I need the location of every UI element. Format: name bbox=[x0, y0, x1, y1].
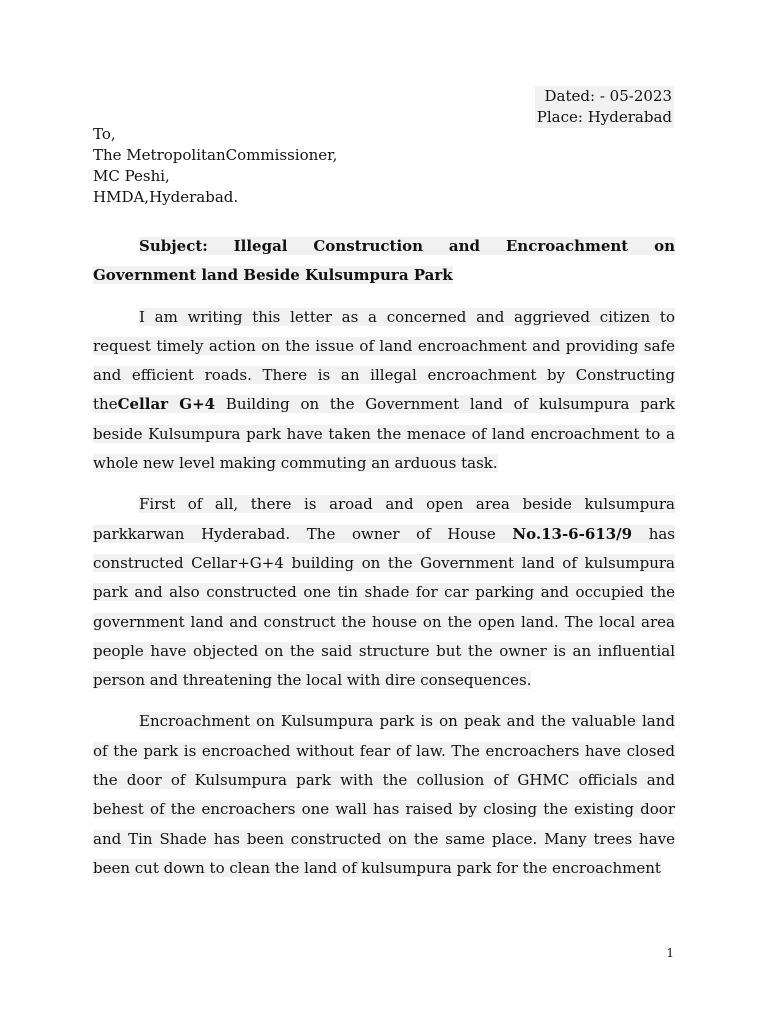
paragraph-2 bbox=[93, 490, 675, 695]
place-line: Place: Hyderabad bbox=[536, 108, 672, 126]
paragraph-1-bold: Cellar G+4 bbox=[117, 395, 216, 414]
paragraph-3-text: Encroachment on Kulsumpura park is on peak and the valuable land of the park is encroached without fear of law. The encroachers have closed the door of Kulsumpura park with the collusion of GHMC officials and behest of the encroachers one wall has raised by closing the existing door and Tin Shade has been constructed on the same place. Many trees have been cut down to clean the land of kulsumpura park for the encroachment bbox=[93, 712, 675, 877]
subject-text: Subject: Illegal Construction and Encroachment on Government land Beside Kulsumpura Park bbox=[93, 237, 675, 285]
recipient-address bbox=[93, 124, 337, 208]
paragraph-2-bold: No.13-6-613/9 bbox=[512, 524, 633, 543]
paragraph-1-text-a: I am writing this letter as a concerned and aggrieved citizen to request timely action on the issue of land encroachment and providing safe and efficient roads. There is an illegal encroachment by Constructing the bbox=[93, 307, 675, 414]
address-line-2: MC Peshi, bbox=[93, 167, 170, 185]
paragraph-2-text-c: has constructed Cellar+G+4 building on the Government land of kulsumpura park and also constructed one tin shade for car parking and occupied the government land and construct the house on the open land. The local area people have objected on the said structure but the owner is an influential person and threatening the local with dire consequences. bbox=[93, 524, 676, 690]
letter-body bbox=[93, 232, 675, 895]
page-number: 1 bbox=[666, 946, 674, 960]
date-place-block bbox=[535, 86, 674, 128]
address-line-3: HMDA,Hyderabad. bbox=[93, 188, 239, 206]
paragraph-2-text-a: First of all, there is aroad and open area beside kulsumpura parkkarwan Hyderabad. The owner of House bbox=[93, 495, 675, 543]
address-to: To, bbox=[93, 125, 116, 143]
paragraph-1 bbox=[93, 303, 675, 479]
subject-line bbox=[93, 232, 675, 291]
address-line-1: The MetropolitanCommissioner, bbox=[93, 146, 338, 164]
paragraph-1-text-c: Building on the Government land of kulsumpura park beside Kulsumpura park have taken the menace of land encroachment to a whole new level making commuting an arduous task. bbox=[93, 395, 675, 473]
paragraph-3 bbox=[93, 707, 675, 883]
dated-line: Dated: - 05-2023 bbox=[535, 86, 674, 107]
